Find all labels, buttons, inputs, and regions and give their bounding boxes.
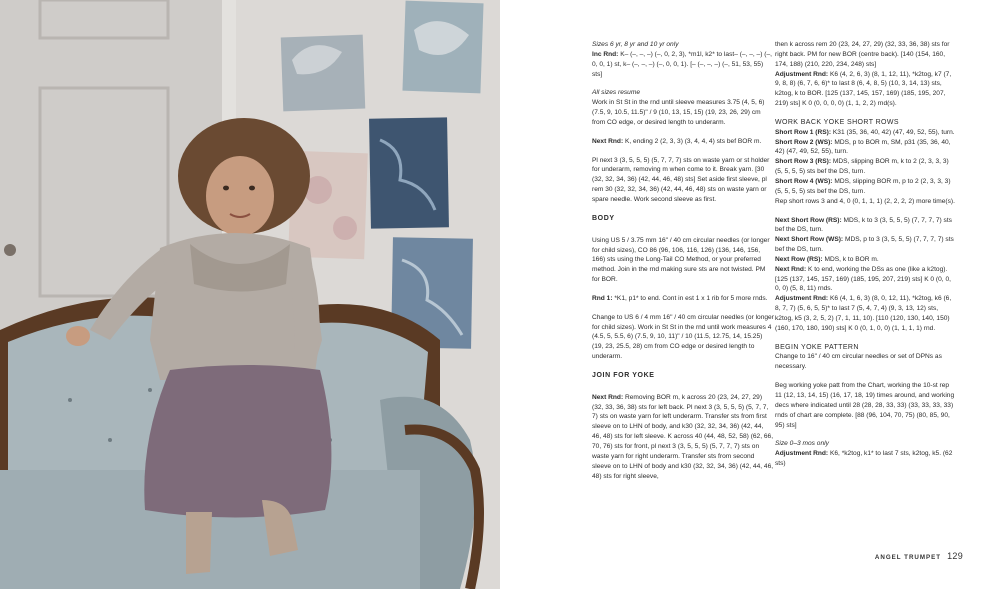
join-text: Removing BOR m, k across 20 (23, 24, 27, 29) (32, 33, 36, 38) sts for left back. Pl next 3 (3, 5, 5, 5) (5, 7, 7, 7) sts on waste yarn for left underarm. Transfer sts from first sleeve on to LHN of body, and k30 (32, 32, 34, 36) (42, 44, 46, 48) sts for left sleeve. K across 40 (44, 48, 52, 58) (62, 66, 70, 76) sts for front, pl next 3 (3, 5, 5, 5) (5, 7, 7, 7) sts on waste yarn for right underarm. Transfer sts from second sleeve on to LHN of body and k30 (32, 32, 34, 36) (42, 44, 46, 48) sts for right sleeve, [592, 393, 774, 480]
nrnd-label: Next Rnd: [775, 265, 807, 273]
page-number: 129 [947, 551, 963, 561]
cont-text: then k across rem 20 (23, 24, 27, 29) (32, 33, 36, 38) sts for right back. PM for new BOR (centre back). [140 (154, 160, 174, 188) (210, 220, 234, 248) sts] [775, 41, 950, 68]
right-text-column [775, 40, 957, 478]
adj-label: Adjustment Rnd: [775, 70, 829, 78]
begin-text: Change to 16" / 40 cm circular needles or set of DPNs as necessary. [775, 353, 942, 371]
adj2-label: Adjustment Rnd: [775, 295, 829, 303]
nrow-text: MDS, k to BOR m. [824, 255, 879, 263]
join-heading: JOIN FOR YOKE [592, 371, 655, 379]
adj3-text: K6, *k2tog, k1* to last 7 sts, k2tog, k5. (62 sts) [775, 450, 953, 468]
join-label: Next Rnd: [592, 393, 624, 401]
sr3-label: Short Row 3 (RS): [775, 158, 832, 166]
size-heading: Size 0–3 mos only [775, 440, 829, 448]
sr4-text: MDS, slipping BOR m, p to 2 (2, 3, 3, 3) (5, 5, 5, 5) sts bef the DS, turn. [775, 177, 951, 195]
sr4-label: Short Row 4 (WS): [775, 177, 833, 185]
pl-next-text: Pl next 3 (3, 5, 5, 5) (5, 7, 7, 7) sts on waste yarn or st holder for underarm, removing m when come to it. Break yarn. [30 (32, 32, 34, 36) (42, 44, 46, 48) sts] Set aside first sleeve, pl rem 30 (32, 32, 34, 36) (42, 44, 46, 48) sts on waste yarn or spare needle. Work second sleeve as first. [592, 156, 770, 203]
short-rows-heading: WORK BACK YOKE SHORT ROWS [775, 118, 899, 126]
sr3-text: MDS, slipping BOR m, k to 2 (2, 3, 3, 3) (5, 5, 5, 5) sts bef the DS, turn. [775, 158, 949, 176]
work-text: Work in St St in the rnd until sleeve measures 3.75 (4, 5, 6) (7.5, 9, 10.5, 11.5)" / 9 (10, 13, 15, 15) (19, 23, 26, 29) cm from CO edge, or desired length to underarm. [592, 99, 765, 126]
adj2-text: K6 (4, 1, 6, 3) (8, 0, 12, 11), *k2tog, k6 (6, 8, 7, 7) (5, 6, 5, 5)* to last 7 (5, 4, 7, 4) (9, 3, 13, 12) sts, k2tog, k5 (3, 2, 5, 2) (7, 1, 11, 10). [110 (120, 130, 140, 150) (160, 170, 180, 190) sts] K 0 (0, 1, 0, 0) (1, 1, 1, 1) rnd. [775, 295, 952, 332]
face [206, 156, 274, 236]
change-text: Change to US 6 / 4 mm 16" / 40 cm circular needles (or longer for child sizes). Work in St St in the rnd until work measures 4 (4.5, 5, 5.5, 6) (7.5, 9, 10, 11)" / 10 (11.5, 12.75, 14, 15.25) (19, 23, 25.5, 28) cm from CO edge or desired length to underarm. [592, 313, 774, 361]
adj-text: K6 (4, 2, 6, 3) (8, 1, 12, 11), *k2tog, k7 (7, 9, 8, 8) (6, 7, 6, 6)* to last 8 (6, 4, 8, 5) (10, 3, 14, 13) sts, k2tog, k to BOR. [125 (137, 145, 157, 169) (185, 195, 207, 219) sts] K 0 (0, 0, 0, 0) (1, 1, 2, 2) rnd(s). [775, 70, 952, 108]
begin-heading: BEGIN YOKE PATTERN [775, 343, 859, 351]
sr2-label: Short Row 2 (WS): [775, 138, 833, 146]
adj3-label: Adjustment Rnd: [775, 450, 829, 458]
door-knob [4, 244, 16, 256]
all-sizes-heading: All sizes resume [592, 89, 641, 97]
nsr-rs-label: Next Short Row (RS): [775, 216, 842, 224]
inc-rnd-text: K– (–, –, –) (–, 0, 2, 3), *m1l, k2* to last– (–, –, –) (–, 0, 0, 1) st, k– (–, –, –) (–, 0, 0, 1). [– (–, –, –) (–, 51, 53, 55) sts] [592, 50, 772, 78]
skirt [144, 365, 331, 518]
beg-text: Beg working yoke patt from the Chart, working the 10-st rep 11 (12, 13, 14, 15) (16, 17, 18, 19) times around, and working decs where indicated until 28 (28, 28, 33, 33) (33, 33, 33, 33) rnds of chart are complete. [88 (96, 104, 70, 75) (80, 85, 90, 95) sts] [775, 382, 955, 429]
inc-rnd-label: Inc Rnd: [592, 50, 619, 58]
next-rnd-text: K, ending 2 (2, 3, 3) (3, 4, 4, 4) sts bef BOR m. [624, 137, 762, 145]
page-footer [853, 551, 963, 561]
rnd1-text: *K1, p1* to end. Cont in est 1 x 1 rib for 5 more rnds. [614, 294, 768, 302]
rep-text: Rep short rows 3 and 4, 0 (0, 1, 1, 1) (2, 2, 2, 2) more time(s). [775, 197, 955, 205]
sr2-text: MDS, p to BOR m, SM, p31 (35, 36, 40, 42) (47, 49, 52, 55), turn. [775, 138, 951, 156]
sr1-label: Short Row 1 (RS): [775, 128, 832, 136]
nsr-ws-label: Next Short Row (WS): [775, 236, 844, 244]
nsr-ws-text: MDS, p to 3 (3, 5, 5, 5) (7, 7, 7, 7) sts bef the DS, turn. [775, 236, 954, 254]
running-title: ANGEL TRUMPET [874, 554, 942, 561]
body-heading: BODY [592, 214, 615, 222]
body-text: Using US 5 / 3.75 mm 16" / 40 cm circular needles (or longer for child sizes), CO 86 (96, 106, 116, 126) (136, 146, 156, 166) sts using the Long-Tail CO Method, or your preferred method. Join in the rnd making sure sts are not twisted. PM for BOR. [592, 236, 770, 284]
sr1-text: K31 (35, 36, 40, 42) (47, 49, 52, 55), turn. [832, 128, 955, 136]
nrnd-text: K to end, working the DSs as one (like a k2tog). [125 (137, 145, 157, 169) (185, 195, 207, 219) sts] K 0 (0, 0, 0, 0) (5, 8, 11) rnds. [775, 265, 951, 293]
nsr-rs-text: MDS, k to 3 (3, 5, 5, 5) (7, 7, 7, 7) sts bef the DS, turn. [775, 216, 952, 234]
next-rnd-label: Next Rnd: [592, 137, 624, 145]
nrow-label: Next Row (RS): [775, 255, 823, 263]
sizes-heading: Sizes 6 yr, 8 yr and 10 yr only [592, 41, 679, 48]
left-text-column [592, 40, 774, 490]
rnd1-label: Rnd 1: [592, 294, 613, 302]
pattern-page [500, 0, 1000, 589]
